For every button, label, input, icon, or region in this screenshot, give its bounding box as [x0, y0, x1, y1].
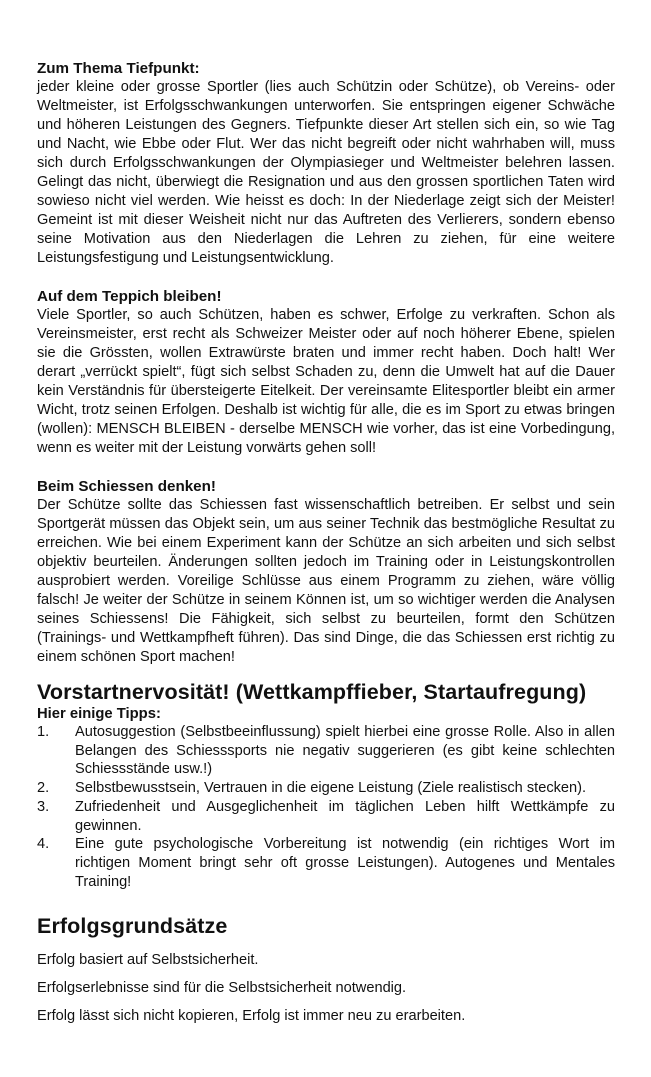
section-body: Der Schütze sollte das Schiessen fast wissenschaftlich betreiben. Er selbst und sein Sportgerät müssen das Objekt sein, um aus seiner Technik das bestmögliche Resultat zu erreichen. Wie bei einem Experiment kann der Schütze an sich arbeiten und sich selbst objektiv beurteilen. Änderungen sollten jedoch im Training oder in Leistungskontrollen ausprobiert werden. Voreilige Schlüsse aus einem Programm zu ziehen, wäre völlig falsch! Je weiter der Schütze in seinem Können ist, um so wichtiger werden die Analysen seines Schiessens! Die Fähigkeit, sich selbst zu beurteilen, formt den Schützen (Trainings- und Wettkampfheft führen). Das sind Dinge, die das Schiessen erst richtig zu einem schönen Sport machen! [37, 497, 615, 665]
list-text: Selbstbewusstsein, Vertrauen in die eigene Leistung (Ziele realistisch stecken). [75, 780, 587, 797]
principle-line: Erfolgserlebnisse sind für die Selbstsicherheit notwendig. [37, 980, 407, 997]
section-vorstartnervositaet [37, 679, 615, 891]
list-text: Zufriedenheit und Ausgeglichenheit im täglichen Leben hilft Wettkämpfe zu gewinnen. [75, 798, 615, 834]
heading-vorstart: Vorstartnervosität! (Wettkampffieber, Startaufregung) [37, 680, 587, 704]
list-number: 1. [37, 724, 50, 740]
section-teppich [37, 287, 615, 458]
principle-line: Erfolg lässt sich nicht kopieren, Erfolg ist immer neu zu erarbeiten. [37, 1008, 466, 1025]
principle-line: Erfolg basiert auf Selbstsicherheit. [37, 952, 259, 969]
section-schiessen [37, 477, 615, 667]
list-item [37, 723, 615, 779]
list-item [37, 779, 615, 798]
section-title: Auf dem Teppich bleiben! [37, 288, 222, 305]
section-title: Zum Thema Tiefpunkt: [37, 60, 200, 77]
tips-list [37, 723, 615, 891]
subheading-tipps: Hier einige Tipps: [37, 706, 161, 722]
list-number: 3. [37, 798, 50, 815]
list-item [37, 798, 615, 835]
list-number: 2. [37, 780, 50, 797]
section-body: jeder kleine oder grosse Sportler (lies auch Schützin oder Schütze), ob Vereins- oder Weltmeister, ist Erfolgsschwankungen unterworfen. Sie entspringen eigener Schwäche und höheren Leistungen des Gegners. Tiefpunkte dieser Art stellen sich ein, so wie Tag und Nacht, wie Ebbe oder Flut. Wer das nicht begreift oder nicht wahrhaben will, muss sich durch Erfolgsschwankungen der Olympiasieger und Weltmeister belehren lassen. Gelingt das nicht, überwiegt die Resignation und aus den grossen sportlichen Taten wird sowieso nicht viel werden. Wie heisst es doch: In der Niederlage zeigt sich der Meister! Gemeint ist mit dieser Weisheit nicht nur das Auftreten des Verlierers, sondern ebenso seine Motivation aus den Niederlagen die Lehren zu ziehen, für eine weitere Leistungsfestigung und Leistungsentwicklung. [37, 79, 615, 266]
section-title: Beim Schiessen denken! [37, 478, 216, 495]
section-tiefpunkt [37, 59, 615, 268]
heading-erfolgsgrundsaetze: Erfolgsgrundsätze [37, 914, 228, 939]
list-text: Autosuggestion (Selbstbeeinflussung) spielt hierbei eine grosse Rolle. Also in allen Belangen des Schiesssports nie negativ suggerieren (es gibt keine schlechten Schiessstände usw.!) [75, 724, 615, 778]
list-text: Eine gute psychologische Vorbereitung ist notwendig (ein richtiges Wort im richtigen Moment bringt sehr oft grosse Leistungen). Autogenes und Mentales Training! [75, 836, 615, 890]
section-body: Viele Sportler, so auch Schützen, haben es schwer, Erfolge zu verkraften. Schon als Vereinsmeister, erst recht als Schweizer Meister oder auf noch höherer Ebene, spielen sie die Grössten, wollen Extrawürste braten und immer recht haben. Doch halt! Wer derart „verrückt spielt“, fügt sich selbst Schaden zu, denn die Umwelt hat auf die Dauer kein Verständnis für übersteigerte Eitelkeit. Der vereinsamte Elitesportler bleibt ein armer Wicht, trotz seinen Erfolgen. Deshalb ist wichtig für alle, die es im Sport zu etwas bringen (wollen): MENSCH BLEIBEN - derselbe MENSCH wie vorher, das ist eine Vorbedingung, wenn es weiter mit der Leistung vorwärts gehen soll! [37, 307, 615, 456]
list-item [37, 835, 615, 891]
section-erfolgsgrundsaetze [37, 913, 615, 1026]
list-number: 4. [37, 836, 50, 853]
